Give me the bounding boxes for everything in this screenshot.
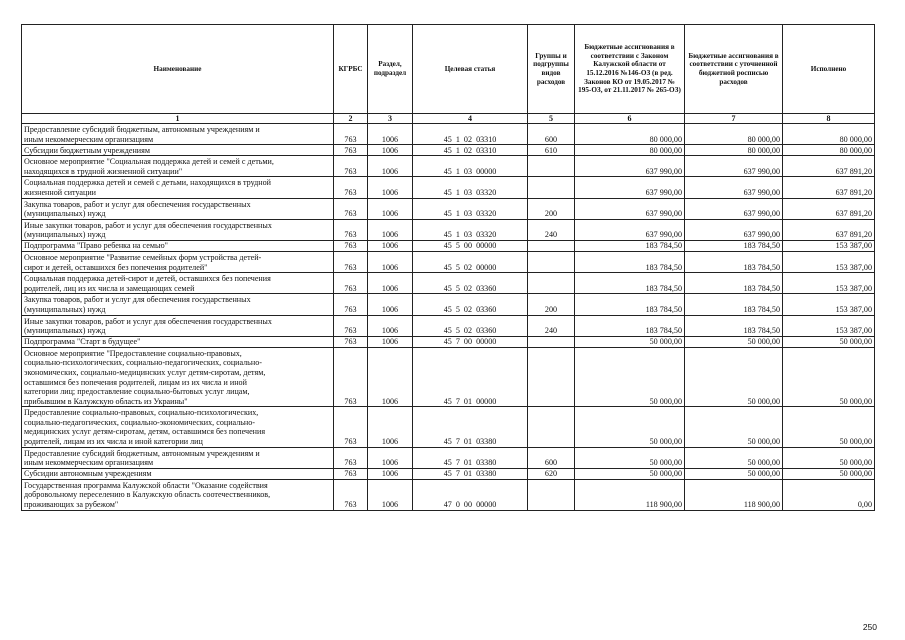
header-budget-law: Бюджетные ассигнования в соответствии с Законом Калужской области от 15.12.2016 №146-ОЗ (в ред. Законов КО от 19.05.2017 № 195-ОЗ, от 21.11.2017 № 265-ОЗ) [575,25,685,114]
row-executed: 50 000,00 [783,336,875,347]
column-number: 1 [22,114,334,124]
header-section: Раздел, подраздел [368,25,413,114]
row-expense-group: 600 [528,447,575,468]
row-budget-law: 118 900,00 [575,479,685,510]
row-expense-group: 240 [528,315,575,336]
row-executed: 637 891,20 [783,219,875,240]
row-budget-law: 637 990,00 [575,198,685,219]
row-target-article: 45 7 01 03380 [413,407,528,447]
row-target-article: 45 1 03 00000 [413,156,528,177]
row-kgrbs: 763 [334,124,368,145]
page-number: 250 [862,622,877,632]
row-kgrbs: 763 [334,336,368,347]
row-executed: 637 891,20 [783,156,875,177]
row-expense-group [528,347,575,407]
row-section: 1006 [368,198,413,219]
row-kgrbs: 763 [334,145,368,156]
table-row [22,177,875,198]
row-budget-law: 637 990,00 [575,177,685,198]
row-kgrbs: 763 [334,347,368,407]
table-row [22,198,875,219]
row-section: 1006 [368,240,413,251]
row-target-article: 45 7 01 03380 [413,468,528,479]
row-budget-refined: 118 900,00 [685,479,783,510]
row-budget-refined: 183 784,50 [685,315,783,336]
row-name: Основное мероприятие "Социальная поддержка детей и семей с детьми, находящихся в трудной жизненной ситуации" [22,156,334,177]
row-section: 1006 [368,219,413,240]
table-row [22,251,875,272]
row-budget-refined: 183 784,50 [685,240,783,251]
row-budget-refined: 80 000,00 [685,124,783,145]
row-target-article: 45 7 01 03380 [413,447,528,468]
row-budget-law: 637 990,00 [575,219,685,240]
header-kgrbs: КГРБС [334,25,368,114]
table-row [22,294,875,315]
row-budget-law: 183 784,50 [575,273,685,294]
row-kgrbs: 763 [334,177,368,198]
row-budget-law: 183 784,50 [575,294,685,315]
row-budget-refined: 183 784,50 [685,294,783,315]
row-budget-law: 637 990,00 [575,156,685,177]
row-target-article: 45 1 03 03320 [413,198,528,219]
row-target-article: 45 1 03 03320 [413,177,528,198]
table-row [22,347,875,407]
table-row [22,447,875,468]
row-target-article: 45 1 02 03310 [413,145,528,156]
column-number: 5 [528,114,575,124]
column-number: 7 [685,114,783,124]
table-row [22,240,875,251]
row-expense-group [528,273,575,294]
header-name: Наименование [22,25,334,114]
row-executed: 80 000,00 [783,145,875,156]
row-name: Основное мероприятие "Развитие семейных форм устройства детей- сирот и детей, оставшихся без попечения родителей" [22,251,334,272]
table-row [22,468,875,479]
row-kgrbs: 763 [334,198,368,219]
column-number-row [22,114,875,124]
row-kgrbs: 763 [334,468,368,479]
row-target-article: 45 5 00 00000 [413,240,528,251]
row-name: Закупка товаров, работ и услуг для обеспечения государственных (муниципальных) нужд [22,294,334,315]
row-target-article: 45 5 02 03360 [413,294,528,315]
column-number: 3 [368,114,413,124]
row-section: 1006 [368,177,413,198]
row-budget-refined: 50 000,00 [685,468,783,479]
row-kgrbs: 763 [334,294,368,315]
row-section: 1006 [368,145,413,156]
row-expense-group: 600 [528,124,575,145]
row-executed: 153 387,00 [783,315,875,336]
row-target-article: 45 1 02 03310 [413,124,528,145]
row-expense-group [528,479,575,510]
row-executed: 637 891,20 [783,198,875,219]
row-name: Субсидии бюджетным учреждениям [22,145,334,156]
row-expense-group: 200 [528,198,575,219]
row-name: Иные закупки товаров, работ и услуг для обеспечения государственных (муниципальных) нужд [22,315,334,336]
row-budget-refined: 80 000,00 [685,145,783,156]
row-section: 1006 [368,479,413,510]
table-body [22,124,875,511]
row-executed: 50 000,00 [783,468,875,479]
row-budget-law: 50 000,00 [575,407,685,447]
header-budget-refined: Бюджетные ассигнования в соответствии с уточненной бюджетной росписью расходов [685,25,783,114]
row-name: Предоставление социально-правовых, социально-психологических, социально-педагогических, социально-экономических, социально- медицинских услуг детям-сиротам, детям, оставшимся без попечения родителей, лицам из их числа и иной категории лиц [22,407,334,447]
row-budget-refined: 637 990,00 [685,156,783,177]
row-budget-refined: 637 990,00 [685,198,783,219]
row-budget-refined: 50 000,00 [685,407,783,447]
row-target-article: 45 5 02 03360 [413,273,528,294]
row-target-article: 45 5 02 03360 [413,315,528,336]
row-target-article: 45 5 02 00000 [413,251,528,272]
row-budget-law: 50 000,00 [575,347,685,407]
row-section: 1006 [368,273,413,294]
row-section: 1006 [368,407,413,447]
row-executed: 637 891,20 [783,177,875,198]
row-executed: 153 387,00 [783,273,875,294]
row-expense-group [528,177,575,198]
row-budget-law: 183 784,50 [575,315,685,336]
row-budget-law: 80 000,00 [575,145,685,156]
row-expense-group [528,336,575,347]
table-row [22,145,875,156]
row-kgrbs: 763 [334,219,368,240]
header-groups: Группы и подгруппы видов расходов [528,25,575,114]
row-target-article: 45 7 00 00000 [413,336,528,347]
row-executed: 153 387,00 [783,251,875,272]
table-row [22,124,875,145]
row-section: 1006 [368,315,413,336]
row-expense-group [528,407,575,447]
row-budget-law: 183 784,50 [575,240,685,251]
column-number: 6 [575,114,685,124]
column-number: 2 [334,114,368,124]
row-kgrbs: 763 [334,251,368,272]
table-row [22,273,875,294]
row-executed: 153 387,00 [783,240,875,251]
header-row [22,25,875,114]
row-section: 1006 [368,347,413,407]
row-executed: 0,00 [783,479,875,510]
row-expense-group: 610 [528,145,575,156]
row-budget-law: 80 000,00 [575,124,685,145]
row-name: Государственная программа Калужской области "Оказание содействия добровольному переселению в Калужскую область соотечественников, проживающих за рубежом" [22,479,334,510]
row-expense-group [528,251,575,272]
row-kgrbs: 763 [334,156,368,177]
row-section: 1006 [368,156,413,177]
row-name: Закупка товаров, работ и услуг для обеспечения государственных (муниципальных) нужд [22,198,334,219]
row-kgrbs: 763 [334,447,368,468]
row-name: Подпрограмма "Старт в будущее" [22,336,334,347]
row-name: Социальная поддержка детей-сирот и детей, оставшихся без попечения родителей, лиц из их числа и замещающих семей [22,273,334,294]
row-expense-group [528,240,575,251]
row-name: Основное мероприятие "Предоставление социально-правовых, социально-психологических, социально-педагогических, социально- экономических, социально-медицинских услуг детям-сиротам, детям, оставшимся без попечения родителей, лицам из их числа и иной категории лиц; предоставление социально-бытовых услуг лицам, прибывшим в Калужскую область из Украины" [22,347,334,407]
row-budget-law: 50 000,00 [575,468,685,479]
row-section: 1006 [368,468,413,479]
row-target-article: 47 0 00 00000 [413,479,528,510]
row-kgrbs: 763 [334,479,368,510]
row-budget-law: 50 000,00 [575,336,685,347]
row-name: Социальная поддержка детей и семей с детьми, находящихся в трудной жизненной ситуации [22,177,334,198]
row-name: Предоставление субсидий бюджетным, автономным учреждениям и иным некоммерческим организациям [22,447,334,468]
row-expense-group: 240 [528,219,575,240]
table-row [22,156,875,177]
row-executed: 50 000,00 [783,407,875,447]
row-expense-group [528,156,575,177]
row-kgrbs: 763 [334,407,368,447]
header-target: Целевая статья [413,25,528,114]
table-row [22,315,875,336]
row-section: 1006 [368,336,413,347]
row-section: 1006 [368,447,413,468]
budget-table-sheet [21,24,874,511]
row-name: Подпрограмма "Право ребенка на семью" [22,240,334,251]
row-name: Предоставление субсидий бюджетным, автономным учреждениям и иным некоммерческим организациям [22,124,334,145]
row-budget-refined: 637 990,00 [685,219,783,240]
row-expense-group: 620 [528,468,575,479]
row-section: 1006 [368,124,413,145]
row-kgrbs: 763 [334,240,368,251]
row-executed: 50 000,00 [783,447,875,468]
row-kgrbs: 763 [334,315,368,336]
table-row [22,219,875,240]
table-row [22,336,875,347]
row-target-article: 45 7 01 00000 [413,347,528,407]
row-target-article: 45 1 03 03320 [413,219,528,240]
row-budget-law: 183 784,50 [575,251,685,272]
row-budget-refined: 50 000,00 [685,347,783,407]
column-number: 4 [413,114,528,124]
table-row [22,407,875,447]
row-name: Иные закупки товаров, работ и услуг для обеспечения государственных (муниципальных) нужд [22,219,334,240]
column-number: 8 [783,114,875,124]
row-budget-refined: 50 000,00 [685,336,783,347]
row-budget-law: 50 000,00 [575,447,685,468]
row-executed: 80 000,00 [783,124,875,145]
row-budget-refined: 183 784,50 [685,273,783,294]
row-budget-refined: 183 784,50 [685,251,783,272]
row-budget-refined: 50 000,00 [685,447,783,468]
header-executed: Исполнено [783,25,875,114]
table-row [22,479,875,510]
row-section: 1006 [368,294,413,315]
budget-execution-table [21,24,875,511]
row-executed: 153 387,00 [783,294,875,315]
row-executed: 50 000,00 [783,347,875,407]
row-budget-refined: 637 990,00 [685,177,783,198]
row-section: 1006 [368,251,413,272]
row-name: Субсидии автономным учреждениям [22,468,334,479]
row-expense-group: 200 [528,294,575,315]
row-kgrbs: 763 [334,273,368,294]
